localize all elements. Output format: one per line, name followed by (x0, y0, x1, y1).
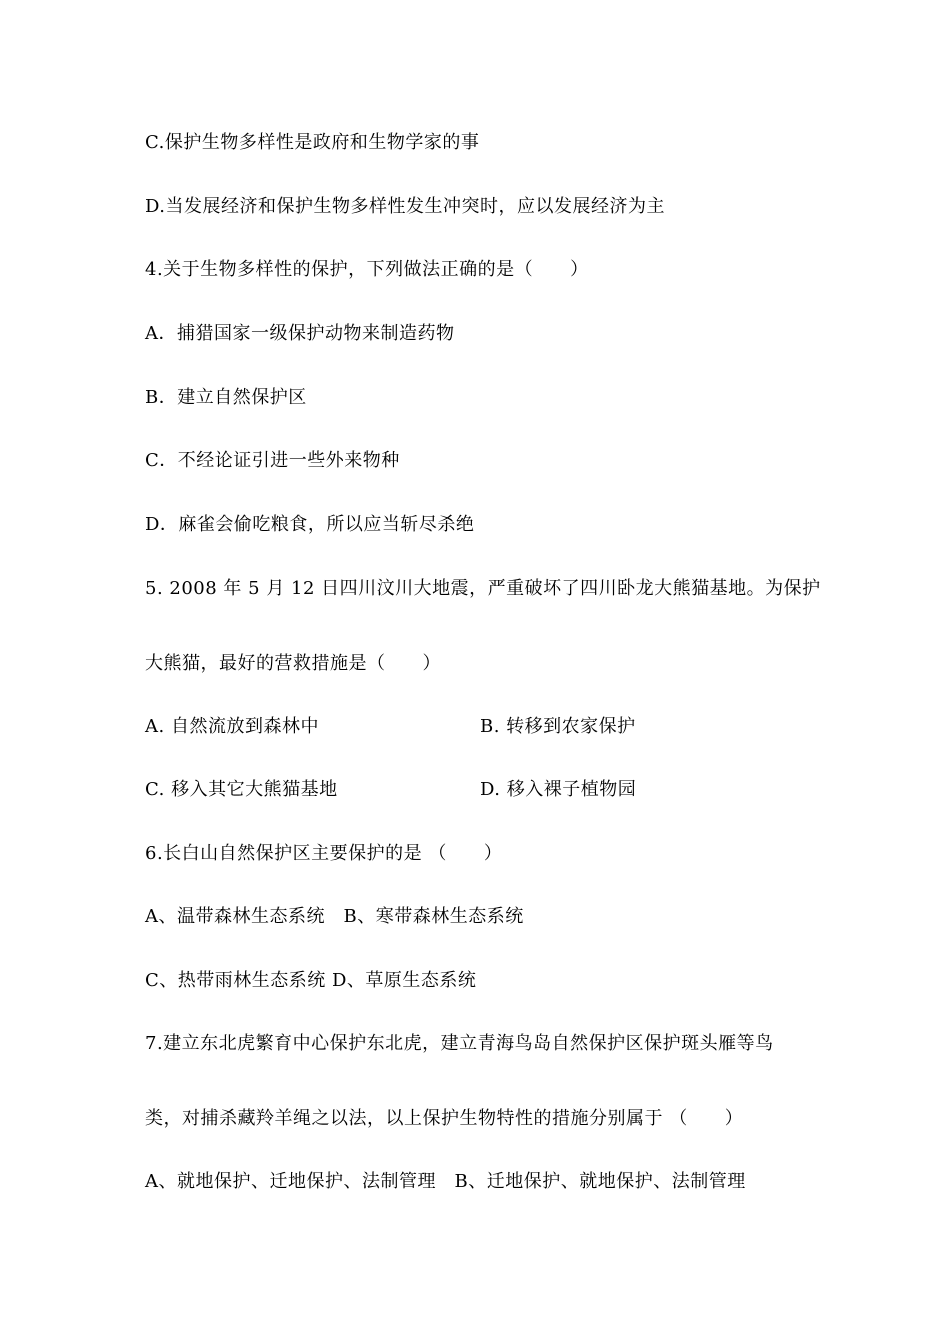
q5-stem-line1: 5. 2008 年 5 月 12 日四川汶川大地震，严重破坏了四川卧龙大熊猫基地。为保护 (145, 578, 821, 599)
q4-option-c: C．不经论证引进一些外来物种 (145, 450, 400, 471)
q3-option-d: D.当发展经济和保护生物多样性发生冲突时，应以发展经济为主 (145, 196, 666, 217)
q3-option-c: C.保护生物多样性是政府和生物学家的事 (145, 132, 480, 153)
q4-option-b: B．建立自然保护区 (145, 387, 307, 408)
q7-stem-line2: 类，对捕杀藏羚羊绳之以法，以上保护生物特性的措施分别属于 （ ） (145, 1108, 744, 1129)
q4-stem: 4.关于生物多样性的保护，下列做法正确的是（ ） (145, 259, 589, 280)
q4-option-a: A．捕猎国家一级保护动物来制造药物 (145, 323, 455, 344)
q5-option-c: C. 移入其它大熊猫基地 (145, 779, 338, 800)
q5-option-a: A. 自然流放到森林中 (145, 716, 319, 737)
q5-stem-line2: 大熊猫，最好的营救措施是（ ） (145, 653, 441, 674)
q6-stem: 6.长白山自然保护区主要保护的是 （ ） (145, 843, 503, 864)
q6-options-line2: C、热带雨林生态系统 D、草原生态系统 (145, 970, 477, 991)
q5-option-b: B. 转移到农家保护 (480, 716, 636, 737)
q6-options-line1: A、温带森林生态系统 B、寒带森林生态系统 (145, 906, 524, 927)
q7-stem-line1: 7.建立东北虎繁育中心保护东北虎，建立青海鸟岛自然保护区保护斑头雁等鸟 (145, 1033, 774, 1054)
q4-option-d: D．麻雀会偷吃粮食，所以应当斩尽杀绝 (145, 514, 475, 535)
q7-options-line1: A、就地保护、迁地保护、法制管理 B、迁地保护、就地保护、法制管理 (145, 1171, 746, 1192)
q5-option-d: D. 移入裸子植物园 (480, 779, 637, 800)
